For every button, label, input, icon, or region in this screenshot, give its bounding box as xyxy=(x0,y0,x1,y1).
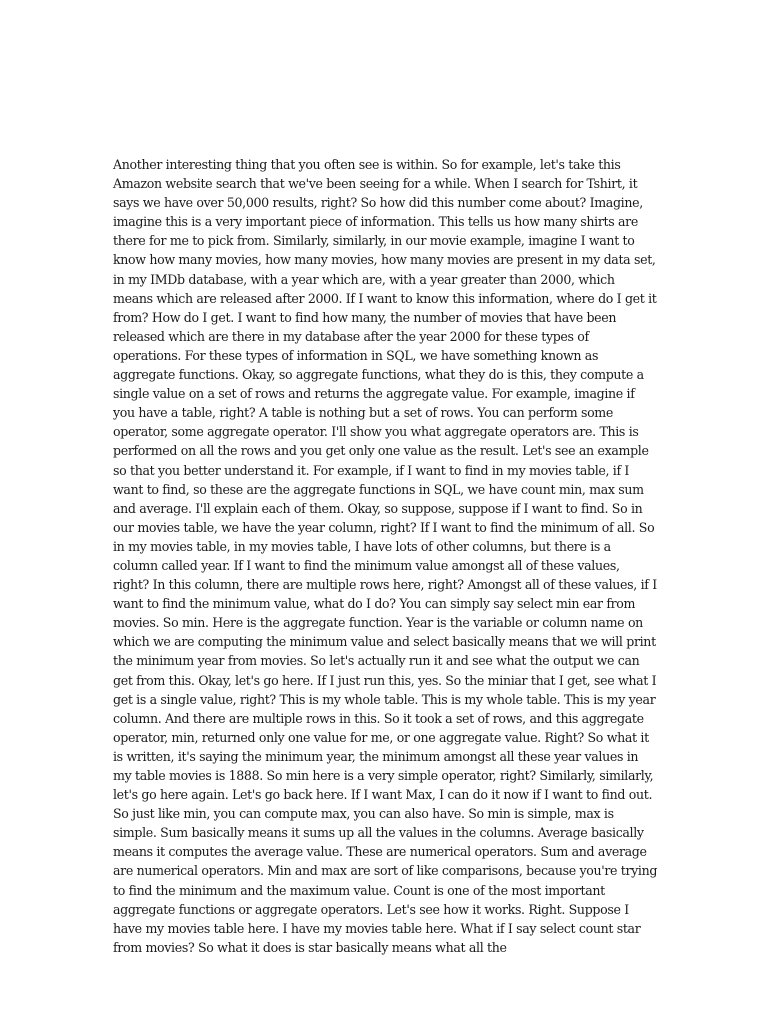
transcript-paragraph: Another interesting thing that you often see is within. So for example, let's take this Amazon website search that we've been seeing for a while. When I search for Tshirt, it says we have over 50,000 results, right? So how did this number come about? Imagine, imagine this is a very important piece of information. This tells us how many shirts are there for me to pick from. Similarly, similarly, in our movie example, imagine I want to know how many movies, how many movies, how many movies are present in my data set, in my IMDb database, with a year which are, with a year greater than 2000, which means which are released after 2000. If I want to know this information, where do I get it from? How do I get. I want to find how many, the number of movies that have been released which are there in my database after the year 2000 for these types of operations. For these types of information in SQL, we have something known as aggregate functions. Okay, so aggregate functions, what they do is this, they compute a single value on a set of rows and returns the aggregate value. For example, imagine if you have a table, right? A table is nothing but a set of rows. You can perform some operator, some aggregate operator. I'll show you what aggregate operators are. This is performed on all the rows and you get only one value as the result. Let's see an example so that you better understand it. For example, if I want to find in my movies table, if I want to find, so these are the aggregate functions in SQL, we have count min, max sum and average. I'll explain each of them. Okay, so suppose, suppose if I want to find. So in our movies table, we have the year column, right? If I want to find the minimum of all. So in my movies table, in my movies table, I have lots of other columns, but there is a column called year. If I want to find the minimum value amongst all of these values, right? In this column, there are multiple rows here, right? Amongst all of these values, if I want to find the minimum value, what do I do? You can simply say select min ear from movies. So min. Here is the aggregate function. Year is the variable or column name on which we are computing the minimum value and select basically means that we will print the minimum year from movies. So let's actually run it and see what the output we can get from this. Okay, let's go here. If I just run this, yes. So the miniar that I get, see what I get is a single value, right? This is my whole table. This is my whole table. This is my year column. And there are multiple rows in this. So it took a set of rows, and this aggregate operator, min, returned only one value for me, or one aggregate value. Right? So what it is written, it's saying the minimum year, the minimum amongst all these year values in my table movies is 1888. So min here is a very simple operator, right? Similarly, similarly, let's go here again. Let's go back here. If I want Max, I can do it now if I want to find out. So just like min, you can compute max, you can also have. So min is simple, max is simple. Sum basically means it sums up all the values in the columns. Average basically means it computes the average value. These are numerical operators. Sum and average are numerical operators. Min and max are sort of like comparisons, because you're trying to find the minimum and the maximum value. Count is one of the most important aggregate functions or aggregate operators. Let's see how it works. Right. Suppose I have my movies table here. I have my movies table here. What if I say select count star from movies? So what it does is star basically means what all the xyxy=(113,157,658,955)
